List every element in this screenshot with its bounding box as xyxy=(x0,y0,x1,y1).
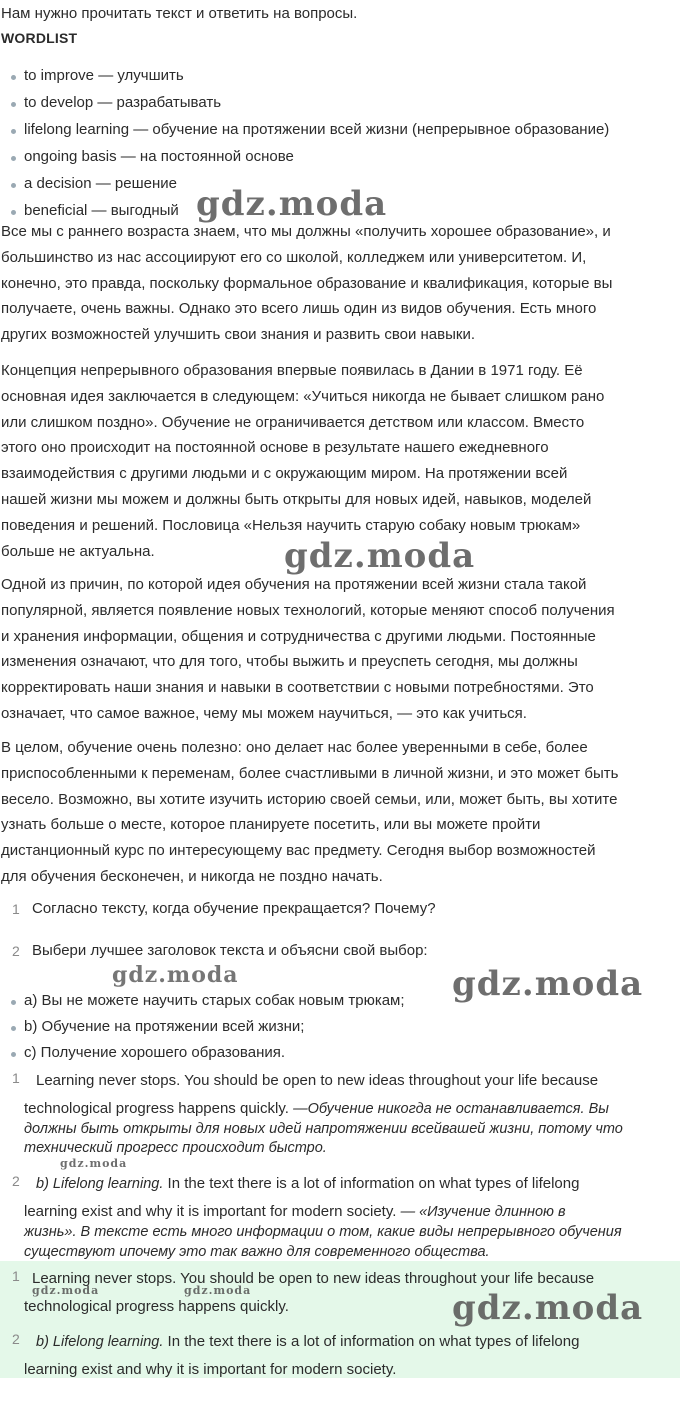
option-c: c) Получение хорошего образования. xyxy=(0,1042,285,1066)
watermark: gdz.moda xyxy=(60,1157,128,1170)
option-b: b) Обучение на протяжении всей жизни; xyxy=(0,1016,304,1040)
question-number: 1 xyxy=(12,901,20,917)
bullet-icon xyxy=(11,1026,16,1031)
list-item: to improve — улучшить xyxy=(0,64,609,91)
wordlist-heading: WORDLIST xyxy=(1,30,78,46)
watermark: gdz.moda xyxy=(452,1288,644,1328)
answer-number: 2 xyxy=(12,1331,20,1347)
watermark: gdz.moda xyxy=(452,964,644,1004)
list-item: ongoing basis — на постоянной основе xyxy=(0,145,609,172)
intro-text: Нам нужно прочитать текст и ответить на вопросы. xyxy=(1,5,358,22)
list-item: lifelong learning — обучение на протяжении всей жизни (непрерывное образование) xyxy=(0,118,609,145)
bullet-icon xyxy=(11,129,16,134)
watermark: gdz.moda xyxy=(32,1284,100,1297)
bullet-icon xyxy=(11,156,16,161)
list-item: beneficial — выгодный xyxy=(0,199,609,226)
question-text: Согласно тексту, когда обучение прекращается? Почему? xyxy=(32,900,436,917)
list-item: a decision — решение xyxy=(0,172,609,199)
answer-number: 1 xyxy=(12,1268,20,1284)
bullet-icon xyxy=(11,1052,16,1057)
watermark: gdz.moda xyxy=(184,1284,252,1297)
answer-number: 1 xyxy=(12,1070,20,1086)
list-item: to develop — разрабатывать xyxy=(0,91,609,118)
watermark: gdz.moda xyxy=(196,184,388,224)
bullet-icon xyxy=(11,1000,16,1005)
bullet-icon xyxy=(11,183,16,188)
answer-number: 2 xyxy=(12,1173,20,1189)
paragraph-1: Все мы с раннего возраста знаем, что мы должны «получить хорошее образование», и большинство из нас ассоциируют его со школой, колледжем или университетом. И, конечно, это правда, поскольку формальное образование и квалификация, которые вы получаете, очень важны. Однако это всего лишь один из видов обучения. Есть много других возможностей улучшить свои знания и развить свои навыки. xyxy=(1,223,613,344)
bullet-icon xyxy=(11,75,16,80)
watermark: gdz.moda xyxy=(112,962,239,988)
bullet-icon xyxy=(11,210,16,215)
bullet-icon xyxy=(11,102,16,107)
paragraph-2: Концепция непрерывного образования впервые появилась в Дании в 1971 году. Её основная идея заключается в следующем: «Учиться никогда не бывает слишком рано или слишком поздно». Обучение не ограничивается детством или классом. Вместо этого оно происходит на постоянной основе в результате нашего ежедневного взаимодействия с другими людьми и с окружающим миром. На протяжении всей нашей жизни мы можем и должны быть открыты для новых идей, навыков, моделей поведения и решений. Пословица «Нельзя научить старую собаку новым трюкам» больше не актуальна. xyxy=(1,362,605,560)
question-text: Выбери лучшее заголовок текста и объясни свой выбор: xyxy=(32,942,428,959)
watermark: gdz.moda xyxy=(284,536,476,576)
paragraph-3: Одной из причин, по которой идея обучения на протяжении всей жизни стала такой популярной, является появление новых технологий, которые меняют способ получения и хранения информации, общения и сотрудничества с другими людьми. Постоянные изменения означают, что для того, чтобы выжить и преуспеть сегодня, мы должны корректировать наши знания и навыки в соответствии с новыми потребностями. Это означает, что самое важное, чему мы можем научиться, — это как учиться. xyxy=(1,576,615,722)
question-number: 2 xyxy=(12,943,20,959)
paragraph-4: В целом, обучение очень полезно: оно делает нас более уверенными в себе, более приспособленными к переменам, более счастливыми в личной жизни, и это может быть весело. Возможно, вы хотите изучить историю своей семьи, или, может быть, вы хотите узнать больше о месте, которое планируете посетить, или вы можете пройти дистанционный курс по интересующему вас предмету. Сегодня выбор возможностей для обучения бесконечен, и никогда не поздно начать. xyxy=(1,739,619,885)
option-a: а) Вы не можете научить старых собак новым трюкам; xyxy=(0,990,405,1014)
